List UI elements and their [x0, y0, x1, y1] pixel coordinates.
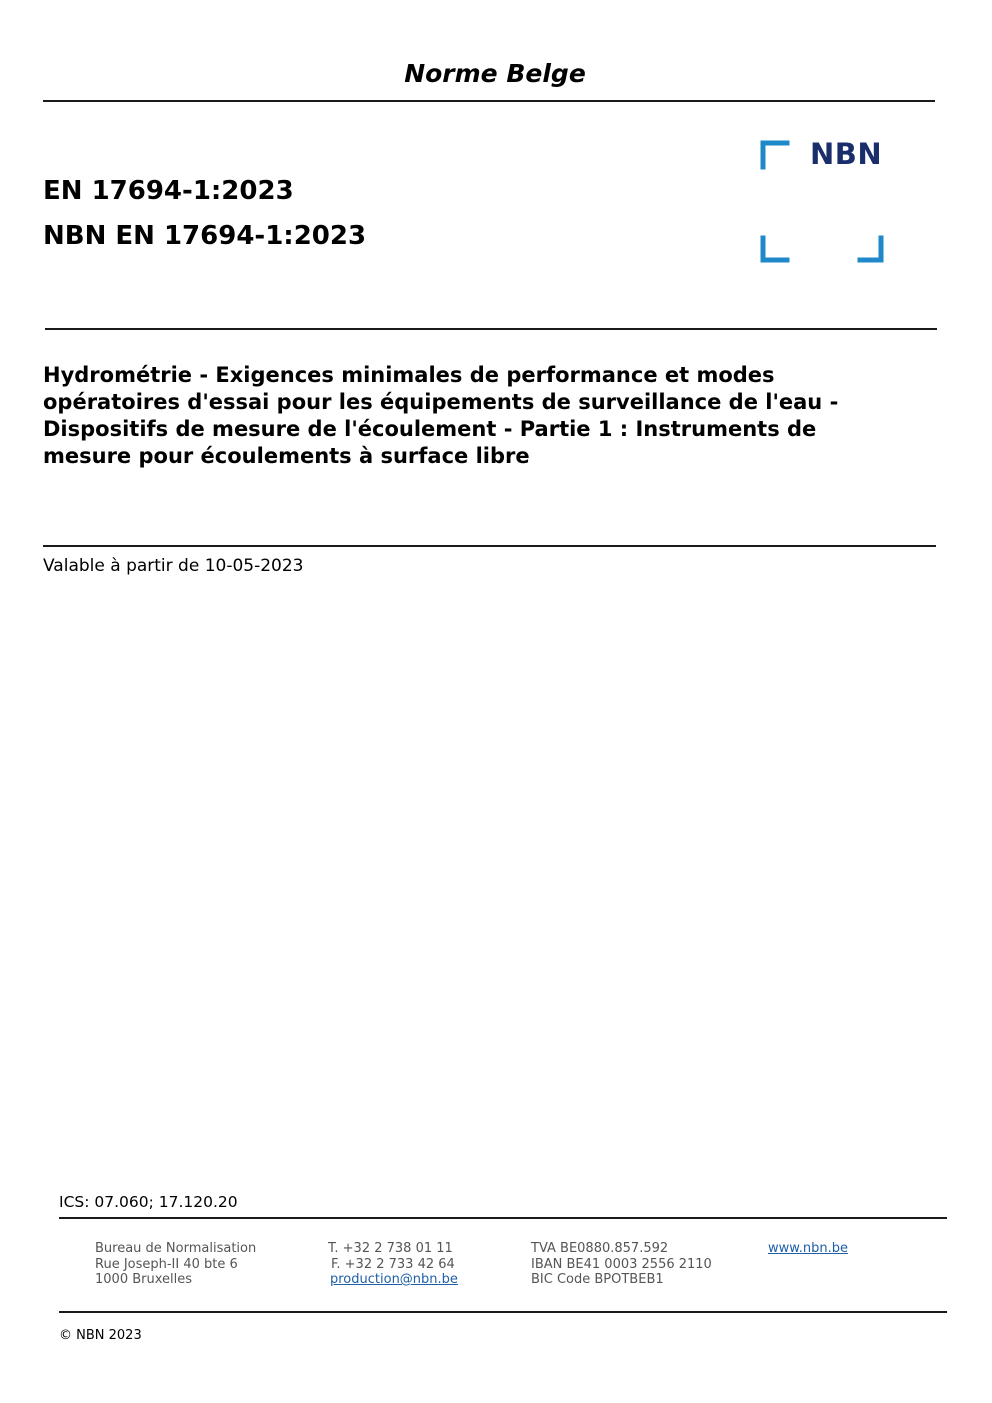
validity-date: Valable à partir de 10-05-2023	[43, 556, 304, 576]
address-line-1: Bureau de Normalisation	[95, 1241, 257, 1256]
logo-bracket-bottom-left	[763, 238, 787, 260]
footer-contact	[328, 1241, 458, 1288]
standard-code-nbn: NBN EN 17694-1:2023	[43, 221, 367, 251]
header-divider	[43, 100, 935, 102]
document-title: Hydrométrie - Exigences minimales de performance et modes opératoires d'essai pour les équipements de surveillance de l'eau - Dispositifs de mesure de l'écoulement - Partie 1 : Instruments de mesure pour écoulements à surface libre	[43, 363, 839, 468]
logo-bracket-bottom-right	[860, 238, 881, 260]
footer-address	[95, 1241, 256, 1288]
footer-website	[768, 1241, 848, 1257]
validity-divider	[43, 545, 936, 547]
footer-bank	[531, 1241, 712, 1288]
copyright-notice: © NBN 2023	[59, 1328, 142, 1343]
iban-number: IBAN BE41 0003 2556 2110	[531, 1256, 712, 1272]
document-type-heading: Norme Belge	[404, 59, 586, 88]
website-link[interactable]: www.nbn.be	[768, 1241, 848, 1256]
footer-bottom-divider	[59, 1311, 947, 1313]
logo-bracket-top-left	[763, 143, 787, 167]
vat-number: TVA BE0880.857.592	[531, 1241, 669, 1256]
address-line-3: 1000 Bruxelles	[95, 1272, 193, 1287]
ics-codes: ICS: 07.060; 17.120.20	[59, 1193, 238, 1211]
bic-code: BIC Code BPOTBEB1	[531, 1272, 664, 1287]
email-link[interactable]: production@nbn.be	[330, 1272, 458, 1287]
footer-top-divider	[59, 1217, 947, 1219]
title-top-divider	[45, 328, 937, 330]
address-line-2: Rue Joseph-II 40 bte 6	[95, 1256, 238, 1272]
nbn-logo-text: NBN	[810, 137, 883, 171]
fax-number: F. +32 2 733 42 64	[331, 1256, 455, 1272]
standard-code-en: EN 17694-1:2023	[43, 176, 294, 206]
phone-number: T. +32 2 738 01 11	[328, 1241, 453, 1256]
